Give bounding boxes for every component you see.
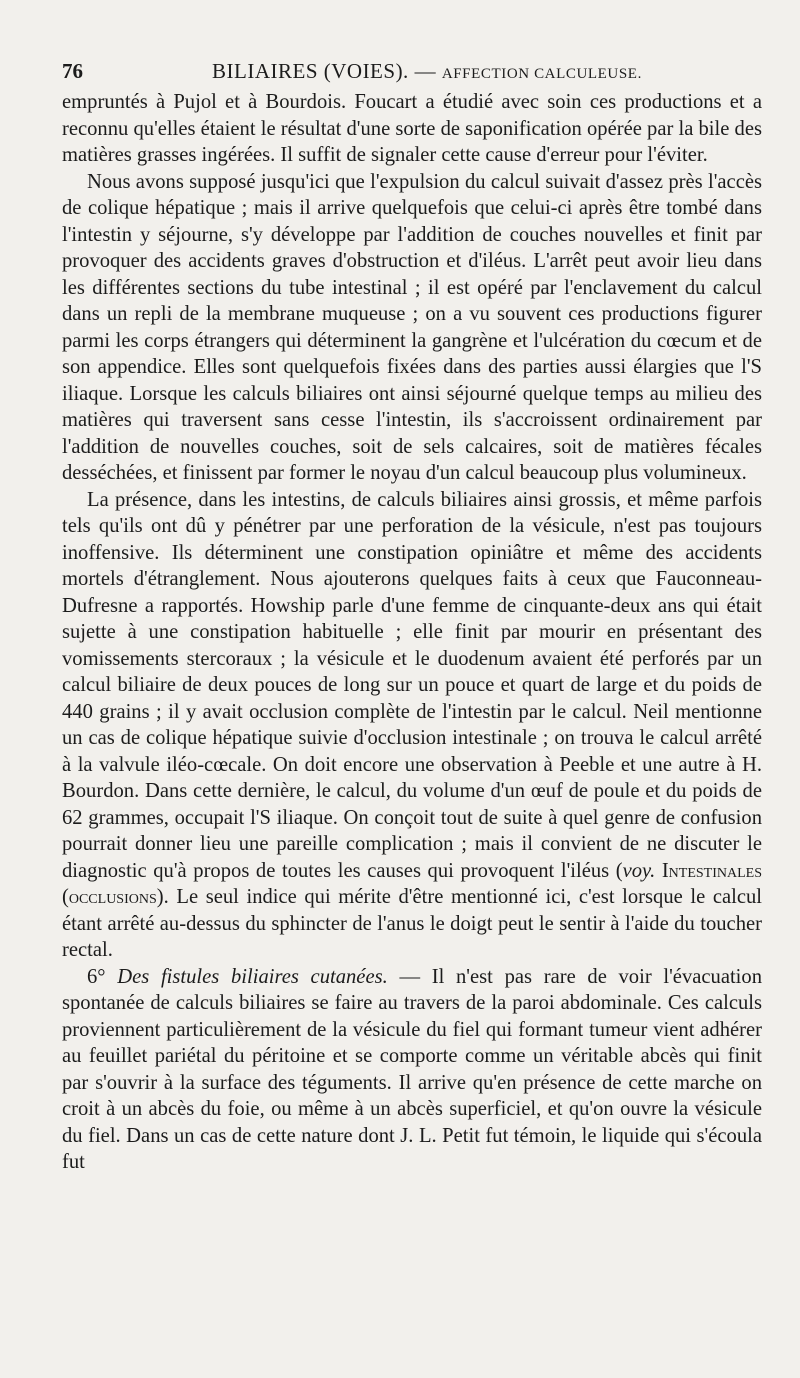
paragraph-3-text-a: La présence, dans les intestins, de calculs biliaires ainsi grossis, et même parfois tels qu'ils ont dû y pénétrer par une perforation de la vésicule, n'est pas toujours inoffensive. Ils déterminent une constipation opiniâtre et même des accidents mortels d'étranglement. Nous ajouterons quelques faits à ceux que Fauconneau-Dufresne a rapportés. Howship parle d'une femme de cinquante-deux ans qui était sujette à une constipation habituelle ; elle finit par mourir en présentant des vomissements stercoraux ; la vésicule et le duodenum avaient été perforés par un calcul biliaire de deux pouces de long sur un pouce et quart de large et du poids de 440 grains ; il y avait occlusion complète de l'intestin par le calcul. Neil mentionne un cas de colique hépatique suivie d'occlusion intestinale ; on trouva le calcul arrêté à la valvule iléo-cœcale. On doit encore une observation à Peeble et une autre à H. Bourdon. Dans cette dernière, le calcul, du volume d'un œuf de poule et du poids de 62 grammes, occupait l'S iliaque. On conçoit tout de suite à quel genre de confusion pourrait donner lieu une pareille complication ; mais il convient de ne discuter le diagnostic qu'à propos de toutes les causes qui provoquent l'iléus ( [62,488,762,882]
running-title [212,56,642,89]
cross-reference-intestinales: Intestinales (occlusions). [62,859,762,908]
paragraph-2: Nous avons supposé jusqu'ici que l'expulsion du calcul suivait d'assez près l'accès de colique hépatique ; mais il arrive quelquefois que celui-ci après être tombé dans l'intestin y séjourne, s'y développe par l'addition de couches nouvelles et finit par provoquer des accidents graves d'obstruction et d'iléus. L'arrêt peut avoir lieu dans les différentes sections du tube intestinal ; il est opéré par l'enclavement du calcul dans un repli de la membrane muqueuse ; on a vu souvent ces productions figurer parmi les corps étrangers qui déterminent la gangrène et l'ulcération du cœcum et de son appendice. Elles sont quelquefois fixées dans des parties aussi élargies que l'S iliaque. Lorsque les calculs biliaires ont ainsi séjourné quelque temps au milieu des matières qui traversent sans cesse l'intestin, ils s'accroissent ordinairement par l'addition de nouvelles couches, soit de sels calcaires, soit de matières fécales desséchées, et finissent par former le noyau d'un calcul beaucoup plus volumineux. [62,170,762,484]
paragraph-4-text: Il n'est pas rare de voir l'évacuation spontanée de calculs biliaires se faire au travers de la paroi abdominale. Ces calculs proviennent particulièrement de la vésicule du fiel qui formant tumeur vient adhérer au feuillet pariétal du péritoine et se comporte comme un véritable abcès qui finit par s'ouvrir à la surface des téguments. Il arrive qu'en présence de cette marche on croit à un abcès du foie, ou même à un abcès superficiel, et qu'on ouvre la vésicule du fiel. Dans un cas de cette nature dont J. L. Petit fut témoin, le liquide qui s'écoula fut [62,965,762,1173]
running-title-main: BILIAIRES (VOIES). [212,59,409,83]
paragraph-4 [62,964,762,1176]
page-number: 76 [62,59,83,83]
running-title-section: AFFECTION CALCULEUSE. [441,66,642,82]
running-title-dash: — [414,59,437,83]
paragraph-1: empruntés à Pujol et à Bourdois. Foucart a étudié avec soin ces productions et a reconnu qu'elles étaient le résultat d'une sorte de saponification opérée par la bile des matières grasses ingérées. Il suffit de signaler cette cause d'erreur pour l'éviter. [62,91,762,166]
running-header [62,56,760,86]
body-text [62,89,762,1176]
cross-reference-voy: voy. [622,859,656,882]
section-number: 6° [87,965,106,988]
paragraph-3 [62,487,762,964]
section-dash: — [387,965,432,988]
paragraph-3-text-b: Le seul indice qui mérite d'être mentionné ici, c'est lorsque le calcul étant arrêté au-dessus du sphincter de l'anus le doigt peut le sentir à l'aide du toucher rectal. [62,886,762,961]
section-heading: Des fistules biliaires cutanées. [117,965,388,988]
